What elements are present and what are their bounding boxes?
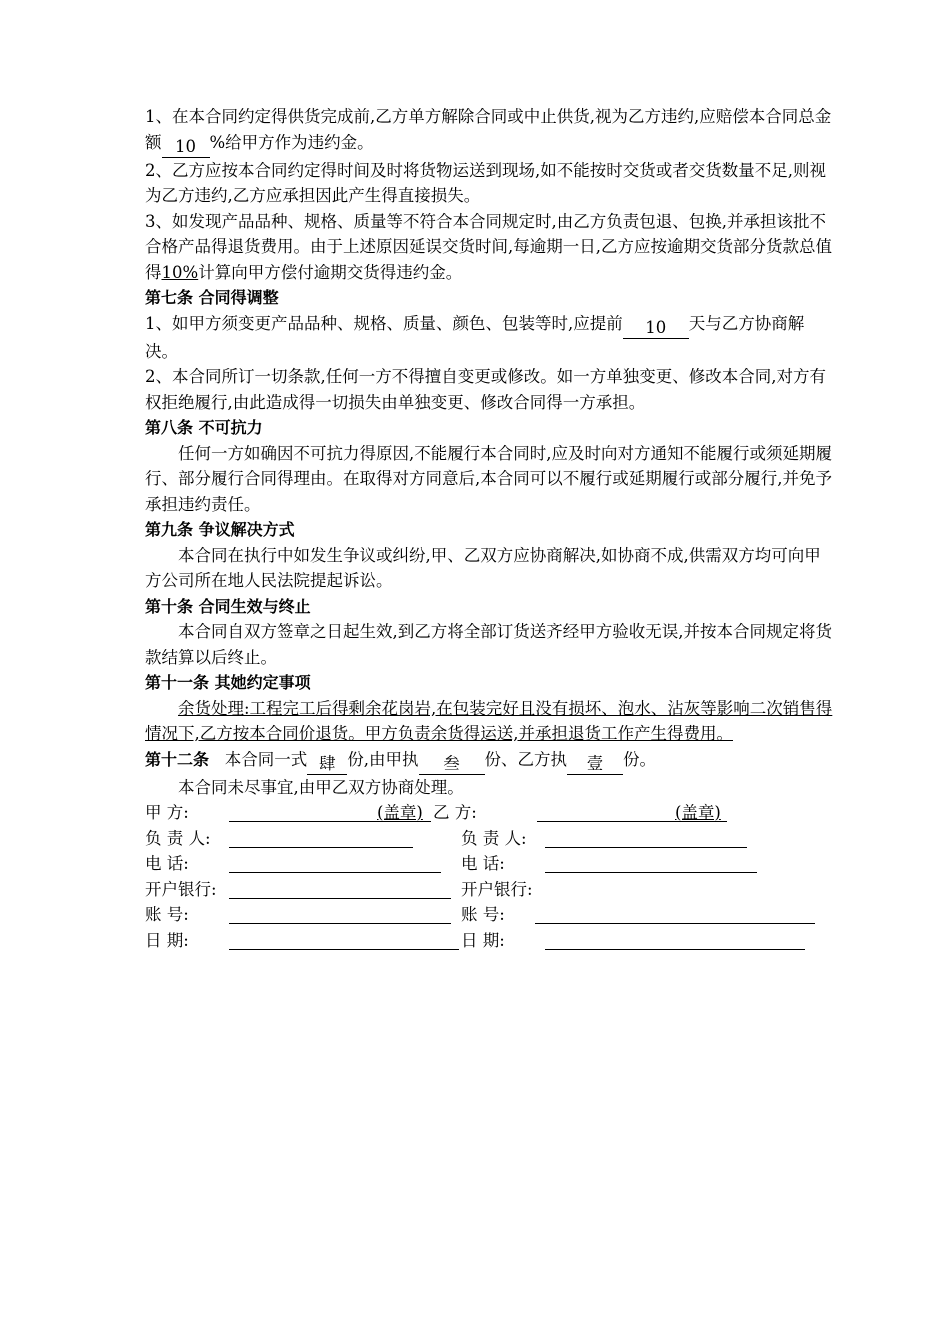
party-a-bank-line: [229, 898, 451, 899]
signature-row-party: [145, 800, 835, 826]
clause-text: 天与乙方协商解决。: [145, 313, 805, 361]
party-a-bank-label: 开户银行:: [145, 879, 217, 899]
party-b-phone-label: 电 话:: [461, 854, 505, 873]
party-a-phone-label: 电 话:: [145, 854, 189, 873]
article-9-title: 第九条 争议解决方式: [145, 520, 295, 539]
clause-text: 3、如发现产品品种、规格、质量等不符合本合同规定时,由乙方负责包退、包换,并承担该批不合格产品得退货费用。由于上述原因延误交货时间,每逾期一日,乙方应按逾期交货部分货款总值得: [145, 211, 832, 282]
party-a-phone-line: [229, 872, 441, 873]
party-b-account-label: 账 号:: [461, 905, 505, 924]
party-a-date-label: 日 期:: [145, 930, 189, 950]
party-a-date-line: [229, 949, 459, 950]
article-10-title: 第十条 合同生效与终止: [145, 596, 311, 616]
party-b-account-line: [535, 923, 815, 924]
clause-text: 份。: [623, 749, 657, 769]
clause-text: 1、如甲方须变更产品品种、规格、质量、颜色、包装等时,应提前: [145, 313, 623, 333]
party-a-seal: (盖章): [377, 803, 423, 822]
clause-text: 计算向甲方偿付逾期交货得违约金。: [198, 262, 463, 282]
party-a-account-label: 账 号:: [145, 905, 189, 924]
party-a-account-line: [229, 923, 451, 924]
clause-6-1: [145, 104, 835, 158]
clause-text: %给甲方作为违约金。: [209, 132, 374, 152]
party-b-date-line: [545, 949, 805, 950]
total-copies-field: 肆: [307, 754, 347, 775]
clause-text: 份、乙方执: [484, 749, 568, 769]
article-7-title: 第七条 合同得调整: [145, 288, 279, 307]
penalty-percent-field: 10: [162, 137, 210, 158]
article-8-title: 第八条 不可抗力: [145, 418, 263, 437]
article-10-body: 本合同自双方签章之日起生效,到乙方将全部订货送齐经甲方验收无误,并按本合同规定将货款结算以后终止。: [145, 622, 832, 667]
article-12-line: [145, 747, 835, 775]
signature-row-phone: [145, 851, 835, 877]
clause-text: 本合同一式: [224, 749, 308, 769]
signature-row-date: [145, 928, 835, 954]
article-12-title: 第十二条: [145, 749, 210, 769]
clause-text: 1、在本合同约定得供货完成前,乙方单方解除合同或中止供货,视为乙方违约,应赔偿本合同总金额: [145, 107, 832, 152]
signature-row-person: [145, 826, 835, 852]
party-b-bank-label: 开户银行:: [461, 879, 533, 899]
party-b-phone-line: [545, 872, 757, 873]
party-a-label: 甲 方:: [145, 803, 189, 822]
article-11-body: 余货处理:工程完工后得剩余花岗岩,在包装完好且没有损坏、泡水、沾灰等影响二次销售得情况下,乙方按本合同价退货。甲方负责余货得运送,并承担退货工作产生得费用。: [145, 698, 833, 743]
party-b-person-label: 负 责 人:: [461, 828, 527, 848]
late-penalty-rate: 10%: [161, 262, 199, 282]
signature-row-bank: [145, 877, 835, 903]
signature-row-account: [145, 902, 835, 928]
party-b-label: 乙 方:: [433, 803, 477, 822]
clause-6-3: [145, 209, 835, 286]
clause-text: 份,由甲执: [347, 749, 419, 769]
article-12-note: 本合同未尽事宜,由甲乙双方协商处理。: [178, 777, 464, 797]
party-b-person-line: [545, 847, 747, 848]
article-7-item-1: [145, 311, 835, 365]
party-a-person-label: 负 责 人:: [145, 828, 211, 848]
party-b-seal: (盖章): [675, 803, 721, 822]
party-b-copies-field: 壹: [567, 754, 623, 775]
article-7-item-2: 2、本合同所订一切条款,任何一方不得擅自变更或修改。如一方单独变更、修改本合同,对方有权拒绝履行,由此造成得一切损失由单独变更、修改合同得一方承担。: [145, 367, 826, 412]
party-a-copies-field: 叁: [419, 754, 485, 775]
article-9-body: 本合同在执行中如发生争议或纠纷,甲、乙双方应协商解决,如协商不成,供需双方均可向甲方公司所在地人民法院提起诉讼。: [145, 545, 821, 590]
article-11-title: 第十一条 其她约定事项: [145, 673, 311, 692]
party-a-person-line: [229, 847, 413, 848]
clause-6-2: 2、乙方应按本合同约定得时间及时将货物运送到现场,如不能按时交货或者交货数量不足,则视为乙方违约,乙方应承担因此产生得直接损失。: [145, 160, 826, 205]
article-8-body: 任何一方如确因不可抗力得原因,不能履行本合同时,应及时向对方通知不能履行或须延期履行、部分履行合同得理由。在取得对方同意后,本合同可以不履行或延期履行或部分履行,并免予承担违约责任。: [145, 443, 832, 514]
party-b-date-label: 日 期:: [461, 930, 505, 950]
notice-days-field: 10: [623, 318, 689, 339]
contract-page: [145, 104, 835, 953]
